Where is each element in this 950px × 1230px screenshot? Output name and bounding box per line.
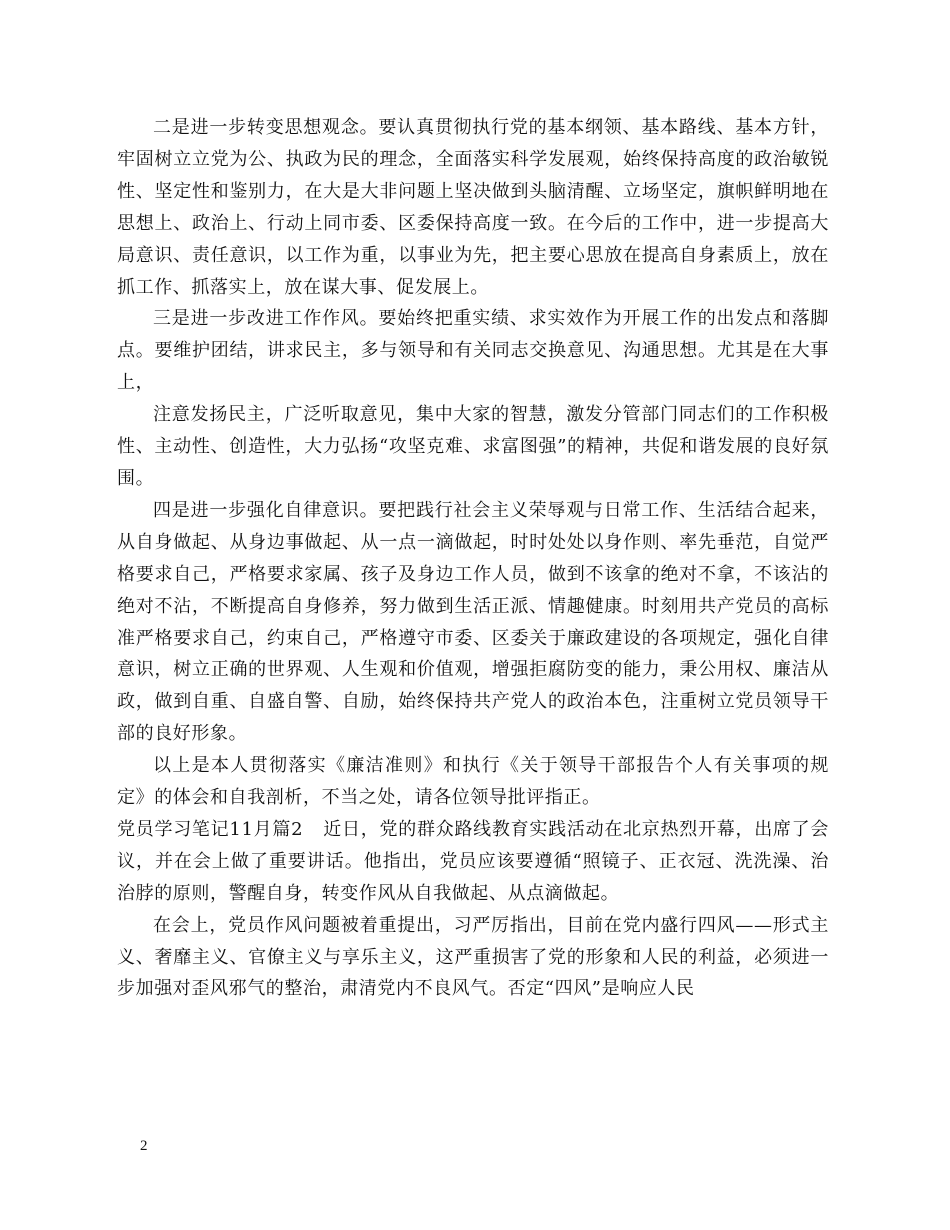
section-first-paragraph: 近日，党的群众路线教育实践活动在北京热烈开幕，出席了会议，并在会上做了重要讲话。他指出，党员应该要遵循“照镜子、正衣冠、洗洗澡、治治脖的原则，警醒自身，转变作风从自我做起、从点滴做起。	[117, 818, 829, 904]
section-title: 党员学习笔记11月篇2	[117, 818, 304, 840]
paragraph-four-styles: 在会上，党员作风问题被着重提出，习严厉指出，目前在党内盛行四风——形式主义、奢靡主义、官僚主义与享乐主义，这严重损害了党的形象和人民的利益，必须进一步加强对歪风邪气的整治，肃清党内不良风气。否定“四风”是响应人民	[117, 914, 829, 1000]
paragraph-conclusion: 以上是本人贯彻落实《廉洁准则》和执行《关于领导干部报告个人有关事项的规定》的体会和自我剖析，不当之处，请各位领导批评指正。	[117, 755, 829, 809]
paragraph-transform-thinking: 二是进一步转变思想观念。要认真贯彻执行党的基本纲领、基本路线、基本方针，牢固树立立党为公、执政为民的理念，全面落实科学发展观，始终保持高度的政治敏锐性、坚定性和鉴别力，在大是大非问题上坚决做到头脑清醒、立场坚定，旗帜鲜明地在思想上、政治上、行动上同市委、区委保持高度一致。在今后的工作中，进一步提高大局意识、责任意识，以工作为重，以事业为先，把主要心思放在提高自身素质上，放在抓工作、抓落实上，放在谋大事、促发展上。	[117, 117, 829, 298]
paragraph-promote-democracy: 注意发扬民主，广泛听取意见，集中大家的智慧，激发分管部门同志们的工作积极性、主动性、创造性，大力弘扬“攻坚克难、求富图强”的精神，共促和谐发展的良好氛围。	[117, 404, 829, 489]
paragraph-self-discipline: 四是进一步强化自律意识。要把践行社会主义荣辱观与日常工作、生活结合起来，从自身做起、从身边事做起、从一点一滴做起，时时处处以身作则、率先垂范，自觉严格要求自己，严格要求家属、孩子及身边工作人员，做到不该拿的绝对不拿，不该沾的绝对不沾，不断提高自身修养，努力做到生活正派、情趣健康。时刻用共产党员的高标准严格要求自己，约束自己，严格遵守市委、区委关于廉政建设的各项规定，强化自律意识，树立正确的世界观、人生观和价值观，增强拒腐防变的能力，秉公用权、廉洁从政，做到自重、自盛自警、自励，始终保持共产党人的政治本色，注重树立党员领导干部的良好形象。	[117, 499, 829, 745]
section-start-paragraph	[117, 814, 829, 910]
paragraph-improve-work-style: 三是进一步改进工作作风。要始终把重实绩、求实效作为开展工作的出发点和落脚点。要维护团结，讲求民主，多与领导和有关同志交换意见、沟通思想。尤其是在大事上，	[117, 308, 829, 394]
page-number: 2	[140, 1138, 148, 1154]
document-body	[117, 112, 829, 1005]
